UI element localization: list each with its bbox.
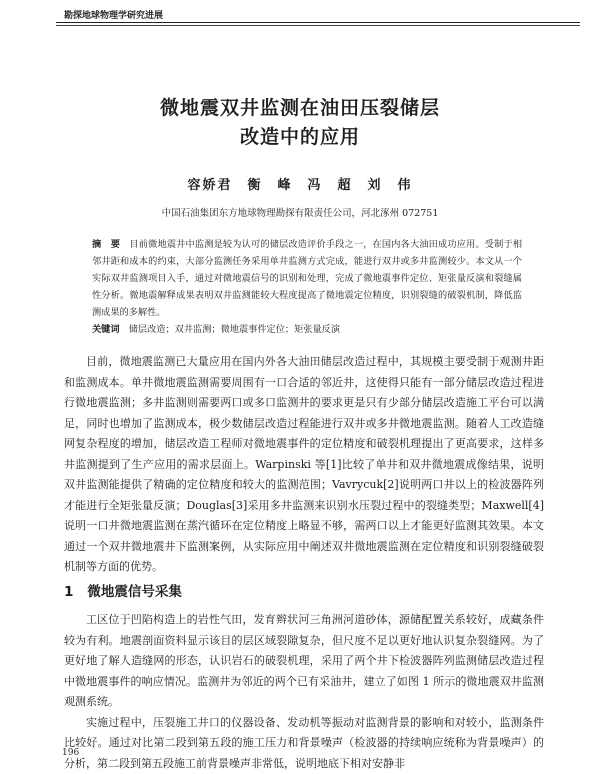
keywords-text: 储层改造；双井监测；微地震事件定位；矩张量反演 (129, 324, 340, 335)
section-1-paragraph-1: 工区位于凹陷构造上的岩性气田，发育辫状河三角洲河道砂体，源储配置关系较好，成藏条件较为有利。地震剖面资料显示该目的层区域裂隙复杂，但尺度不足以更好地认识复杂裂缝网。为了更好地了解人造缝网的形态，认识岩石的破裂机理，采用了两个井下检波器阵列监测储层改造过程中微地震事件的响应情况。监测井为邻近的两个已有采油井，建立了如图 1 所示的微地震双井监测观测系统。 (64, 610, 544, 713)
affiliation: 中国石油集团东方地球物理勘探有限责任公司，河北涿州 072751 (0, 205, 600, 219)
journal-header: 勘探地球物理学研究进展 (64, 8, 163, 21)
section-1-body (64, 610, 544, 774)
title-line-1: 微地震双井监测在油田压裂储层 (0, 94, 600, 123)
abstract-label: 摘 要 (92, 239, 120, 250)
section-title: 微地震信号采集 (87, 584, 182, 600)
intro-body (64, 352, 544, 578)
keywords-label: 关键词 (92, 324, 120, 335)
title-line-2: 改造中的应用 (0, 123, 600, 152)
header-rule-thick (56, 22, 580, 23)
section-number: 1 (64, 584, 73, 600)
page-number: 196 (62, 748, 79, 758)
section-heading (64, 580, 182, 600)
abstract (92, 236, 522, 321)
keywords (92, 321, 522, 338)
header-rule-thin (56, 25, 580, 26)
abstract-text: 目前微地震井中监测是较为认可的储层改造评价手段之一，在国内各大油田成功应用。受制于相邻井距和成本的约束，大部分监测任务采用单井监测方式完成，能进行双井或多井监测较少。本文从一个实际双井监测项目入手，通过对微地震信号的识别和处理，完成了微地震事件定位、矩张量反演和裂缝属性分析。微地震解释成果表明双井监测能较大程度提高了微地震定位精度，识别裂缝的破裂机制，降低监测成果的多解性。 (92, 239, 522, 318)
intro-paragraph: 目前，微地震监测已大量应用在国内外各大油田储层改造过程中，其规模主要受制于观测井距和监测成本。单井微地震监测需要周围有一口合适的邻近井，这使得只能有一部分储层改造过程进行微地震监测；多井监测则需要两口或多口监测井的要求更是只有少部分储层改造施工平台可以满足，同时也增加了监测成本，极少数储层改造过程能进行双井或多井微地震监测。随着人工改造缝网复杂程度的增加，储层改造工程师对微地震事件的定位精度和破裂机理提出了更高要求，这样多井监测提到了生产应用的需求层面上。Warpinski 等[1]比较了单井和双井微地震成像结果，说明双井监测能提供了精确的定位精度和较大的监测范围；Vavrycuk[2]说明两口井以上的检波器阵列才能进行全矩张量反演；Douglas[3]采用多井监测来识别水压裂过程中的裂缝类型；Maxwell[4]说明一口井微地震监测在蒸汽循环在定位精度上略显不够，需两口以上才能更好监测其效果。本文通过一个双井微地震井下监测案例，从实际应用中阐述双井微地震监测在定位精度和识别裂缝破裂机制等方面的优势。 (64, 352, 544, 578)
section-1-paragraph-2: 实施过程中，压裂施工井口的仪器设备、发动机等振动对监测背景的影响和对较小，监测条件比较好。通过对比第二段到第五段的施工压力和背景噪声（检波器的持续响应统称为背景噪声）的分析，第二段到第五段施工前背景噪声非常低，说明地底下相对安静非 (64, 713, 544, 774)
author-list: 容娇君 衡 峰 冯 超 刘 伟 (0, 174, 600, 193)
article-title (0, 94, 600, 152)
